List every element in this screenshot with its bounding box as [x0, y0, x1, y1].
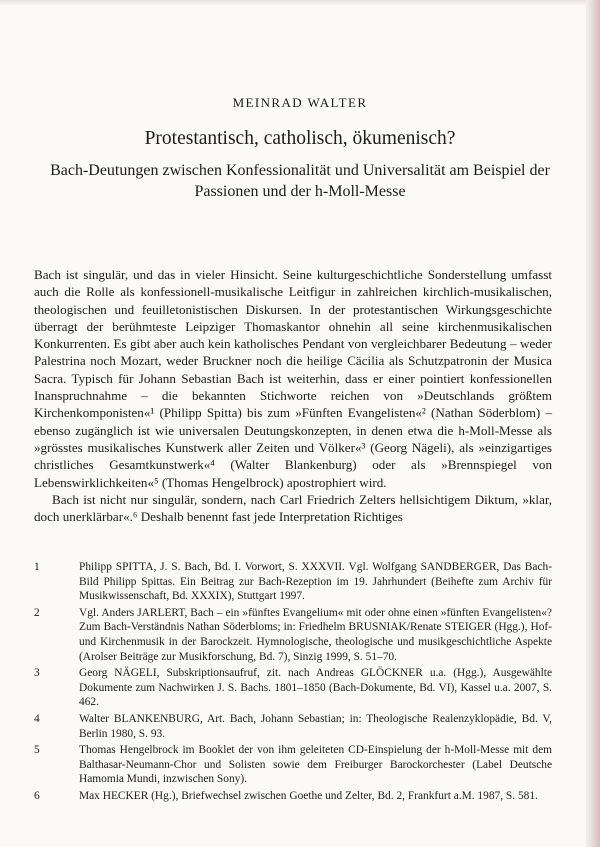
footnote-number: 2: [34, 606, 40, 619]
footnote-text: Walter BLANKENBURG, Art. Bach, Johann Sebastian; in: Theologische Realenzyklopädie, Bd. V, Berlin 1980, S. 93.: [79, 712, 552, 740]
footnote-text: Georg NÄGELI, Subskriptionsaufruf, zit. nach Andreas GLÖCKNER u.a. (Hgg.), Ausgewählte Dokumente zum Nachwirken J. S. Bachs. 1801–1850 (Bach-Dokumente, Bd. VI), Kassel u.a. 2007, S. 462.: [79, 667, 552, 709]
footnote-text: Thomas Hengelbrock im Booklet der von ihm geleiteten CD-Einspielung der h-Moll-Messe mit dem Balthasar-Neumann-Chor und Solisten sowie dem Freiburger Barockorchester (Label Deutsche Hamomia Mundi, inzwischen Sony).: [79, 744, 552, 786]
footnote-text: Vgl. Anders JARLERT, Bach – ein »fünftes Evangelium« mit oder ohne einen »fünften Evangelisten«? Zum Bach-Verständnis Nathan Söderbloms; in: Friedhelm BRUSNIAK/Renate STEIGER (Hgg.), Hof- und Kirchenmusik in der Barockzeit. Hymnologische, theologische und musikgeschichtliche Aspekte (Arolser Beiträge zur Musikforschung, Bd. 7), Sinzig 1999, S. 51–70.: [79, 606, 552, 663]
footnote-number: 5: [34, 744, 40, 757]
footnote-4: [34, 712, 552, 741]
footnote-3: [34, 666, 552, 710]
footnote-text: Philipp SPITTA, J. S. Bach, Bd. I. Vorwort, S. XXXVII. Vgl. Wolfgang SANDBERGER, Das Bach-Bild Philipp Spittas. Ein Beitrag zur Bach-Rezeption im 19. Jahrhundert (Beihefte zum Archiv für Musikwissenschaft, Bd. XXXIX), Stuttgart 1997.: [79, 561, 552, 603]
footnote-6: [34, 789, 552, 804]
footnote-number: 1: [34, 561, 40, 573]
article-title: Protestantisch, catholisch, ökumenisch?: [144, 128, 456, 149]
footnote-5: [34, 743, 552, 787]
footnote-number: 4: [34, 712, 40, 725]
body-paragraph-2: Bach ist nicht nur singulär, sondern, nach Carl Friedrich Zelters hellsichtigem Diktum, »klar, doch unerklärbar«.⁶ Deshalb benennt fast jede Interpretation Richtiges: [34, 491, 552, 525]
footnotes: [34, 560, 552, 806]
footnote-1: [34, 560, 552, 604]
body-paragraph-1: Bach ist singulär, und das in vieler Hinsicht. Seine kulturgeschichtliche Sonderstellung umfasst auch die Rolle als konfessionell-musikalische Leitfigur in zahlreichen kirchlich-musikalischen, theologischen und feuilletonistischen Diskursen. In der protestantischen Wirkungsgeschichte überragt der berühmteste Leipziger Thomaskantor ohnehin all seine kirchenmusikalischen Konkurrenten. Es gibt aber auch kein katholisches Pendant von vergleichbarer Bedeutung – weder Palestrina noch Mozart, weder Bruckner noch die heilige Cäcilia als Schutzpatronin der Musica Sacra. Typisch für Johann Sebastian Bach ist weiterhin, dass er einer pointiert konfessionellen Inanspruchnahme – die bekannten Stichworte reichen von »Deutschlands größtem Kirchenkomponisten«¹ (Philipp Spitta) bis zum »Fünften Evangelisten«² (Nathan Söderblom) – ebenso zugänglich ist wie universalen Deutungskonzepten, in denen etwa die h-Moll-Messe als »grösstes musikalisches Kunstwerk aller Zeiten und Völker«³ (Georg Nägeli), als »einzigartiges christliches Gesamtkunstwerk«⁴ (Walter Blankenburg) oder als »Brennspiegel von Lebenswirklichkeiten«⁵ (Thomas Hengelbrock) apostrophiert wird.: [34, 267, 552, 490]
article-subtitle: Bach-Deutungen zwischen Konfessionalität und Universalität am Beispiel der Passionen und der h-Moll-Messe: [50, 162, 550, 200]
footnote-2: [34, 606, 552, 664]
author-name: MEINRAD WALTER: [232, 95, 368, 110]
body-text: [34, 266, 552, 525]
footnote-number: 6: [34, 789, 40, 802]
footnote-number: 3: [34, 667, 40, 680]
page-top-edge: [0, 0, 600, 6]
footnote-text: Max HECKER (Hg.), Briefwechsel zwischen Goethe und Zelter, Bd. 2, Frankfurt a.M. 1987, S. 581.: [79, 789, 538, 802]
